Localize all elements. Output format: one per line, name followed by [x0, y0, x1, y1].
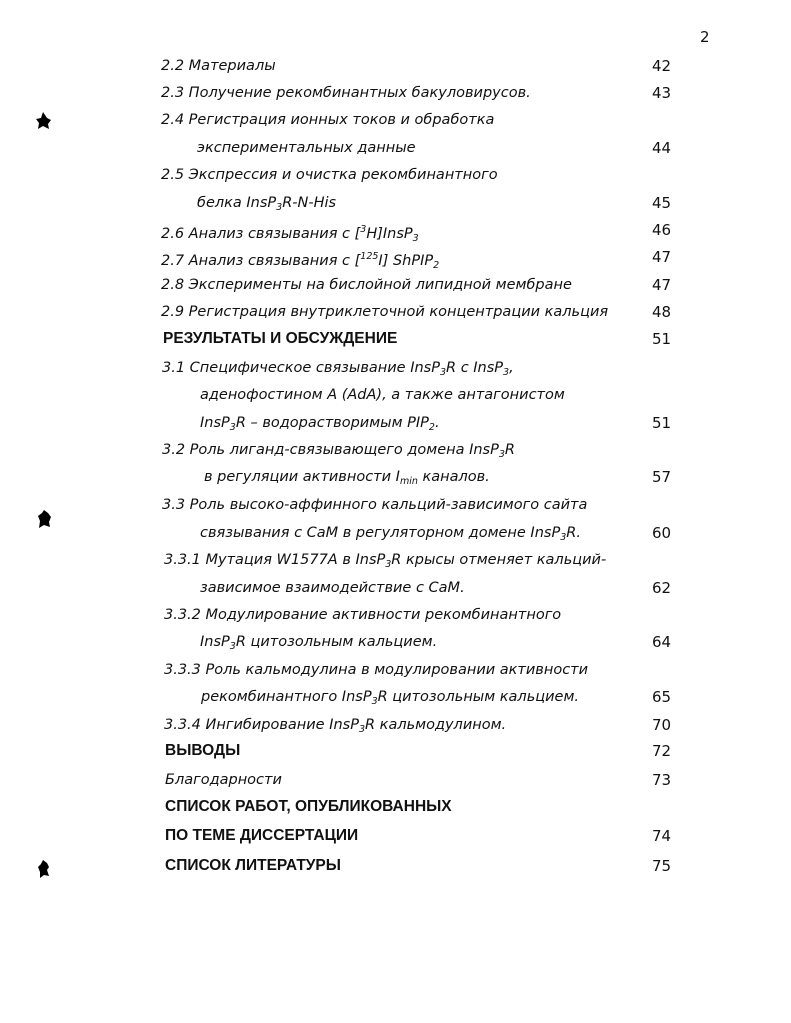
toc-row[interactable]	[0, 358, 791, 380]
toc-entry-text: 3.3 Роль высоко-аффинного кальций-зависимого сайта	[162, 497, 588, 513]
toc-row[interactable]	[0, 741, 791, 763]
toc-entry-text: 3.3.4 Ингибирование InsP$_3$R кальмодулином.	[164, 717, 507, 735]
toc-section-heading: РЕЗУЛЬТАТЫ И ОБСУЖДЕНИЕ	[163, 330, 398, 347]
toc-row[interactable]	[0, 856, 791, 878]
toc-entry-text: рекомбинантного InsP$_3$R цитозольным кальцием.	[201, 689, 580, 707]
toc-entry-text: 3.3.1 Мутация W1577A в InsP$_3$R крысы отменяет кальций-	[164, 552, 607, 570]
toc-entry-text: связывания с СаМ в регуляторном домене InsP$_3$R.	[200, 525, 581, 543]
toc-row[interactable]	[0, 632, 791, 654]
toc-entry-page: 51	[652, 330, 672, 348]
toc-row[interactable]	[0, 220, 791, 242]
toc-entry-page: 70	[652, 716, 672, 734]
toc-row[interactable]	[0, 302, 791, 324]
toc-entry-page: 64	[652, 633, 672, 651]
toc-entry-page: 44	[652, 139, 672, 157]
ink-blot-mark	[34, 110, 54, 132]
toc-row[interactable]	[0, 385, 791, 407]
toc-row[interactable]	[0, 605, 791, 627]
toc-row[interactable]	[0, 138, 791, 160]
toc-entry-text: 3.1 Специфическое связывание InsP$_3$R с InsP$_3$,	[162, 360, 514, 378]
toc-entry-text: InsP$_3$R цитозольным кальцием.	[200, 634, 438, 652]
toc-entry-page: 74	[652, 827, 672, 845]
toc-row[interactable]	[0, 797, 791, 819]
toc-entry-text: 2.4 Регистрация ионных токов и обработка	[161, 112, 495, 128]
toc-entry-text: 3.3.2 Модулирование активности рекомбинантного	[164, 607, 562, 623]
toc-entry-text: экспериментальных данные	[197, 140, 416, 156]
toc-row[interactable]	[0, 687, 791, 709]
toc-row[interactable]	[0, 110, 791, 132]
toc-entry-page: 47	[652, 276, 672, 294]
toc-row[interactable]	[0, 523, 791, 545]
toc-entry-page: 75	[652, 857, 672, 875]
toc-row[interactable]	[0, 247, 791, 269]
toc-row[interactable]	[0, 467, 791, 489]
toc-entry-page: 60	[652, 524, 672, 542]
toc-entry-page: 73	[652, 771, 672, 789]
toc-row[interactable]	[0, 275, 791, 297]
toc-entry-text: аденофостином А (AdA), а также антагонистом	[200, 387, 565, 403]
toc-row[interactable]	[0, 165, 791, 187]
toc-entry-text: 2.5 Экспрессия и очистка рекомбинантного	[161, 167, 498, 183]
toc-entry-page: 65	[652, 688, 672, 706]
toc-entry-text: 2.2 Материалы	[161, 58, 276, 74]
toc-entry-text: 2.3 Получение рекомбинантных бакуловирусов.	[161, 85, 531, 101]
toc-entry-text: 3.2 Роль лиганд-связывающего домена InsP$_3$R	[162, 442, 515, 460]
toc-row[interactable]	[0, 826, 791, 848]
toc-row[interactable]	[0, 193, 791, 215]
toc-entry-page: 43	[652, 84, 672, 102]
toc-row[interactable]	[0, 495, 791, 517]
toc-entry-text: белка InsP$_3$R-N-His	[197, 195, 337, 213]
toc-entry-page: 57	[652, 468, 672, 486]
toc-entry-page: 51	[652, 414, 672, 432]
toc-entry-page: 45	[652, 194, 672, 212]
toc-row[interactable]	[0, 83, 791, 105]
toc-entry-text: зависимое взаимодействие с СаМ.	[200, 580, 465, 596]
toc-entry-text: 2.6 Анализ связывания с [$^3$H]InsP$_3$	[161, 224, 419, 244]
toc-entry-page: 47	[652, 248, 672, 266]
toc-section-heading: СПИСОК ЛИТЕРАТУРЫ	[165, 857, 341, 874]
toc-row[interactable]	[0, 715, 791, 737]
toc-row[interactable]	[0, 329, 791, 351]
toc-entry-page: 46	[652, 221, 672, 239]
toc-row[interactable]	[0, 660, 791, 682]
ink-blot-mark	[36, 508, 54, 530]
toc-entry-text: 3.3.3 Роль кальмодулина в модулировании активности	[164, 662, 589, 678]
toc-entry-text: 2.8 Эксперименты на бислойной липидной мембране	[161, 277, 572, 293]
toc-entry-text: 2.7 Анализ связывания с [$^{125}$I] ShPIP$_2$	[161, 251, 440, 271]
toc-entry-page: 42	[652, 57, 672, 75]
toc-entry-page: 48	[652, 303, 672, 321]
toc-row[interactable]	[0, 770, 791, 792]
toc-entry-page: 62	[652, 579, 672, 597]
toc-row[interactable]	[0, 440, 791, 462]
toc-entry-text: InsP$_3$R – водорастворимым $PIP_2$.	[200, 415, 440, 433]
toc-entry-text: 2.9 Регистрация внутриклеточной концентрации кальция	[161, 304, 609, 320]
toc-section-heading: СПИСОК РАБОТ, ОПУБЛИКОВАННЫХ	[165, 798, 452, 815]
page-number: 2	[700, 28, 710, 46]
toc-row[interactable]	[0, 413, 791, 435]
toc-row[interactable]	[0, 56, 791, 78]
toc-section-heading: ПО ТЕМЕ ДИССЕРТАЦИИ	[165, 827, 359, 844]
toc-entry-text: Благодарности	[165, 772, 282, 788]
toc-entry-page: 72	[652, 742, 672, 760]
toc-section-heading: ВЫВОДЫ	[165, 742, 241, 759]
toc-entry-text: в регуляции активности $I_{min}$ каналов.	[204, 469, 490, 487]
toc-row[interactable]	[0, 550, 791, 572]
ink-blot-mark	[36, 858, 52, 880]
toc-row[interactable]	[0, 578, 791, 600]
